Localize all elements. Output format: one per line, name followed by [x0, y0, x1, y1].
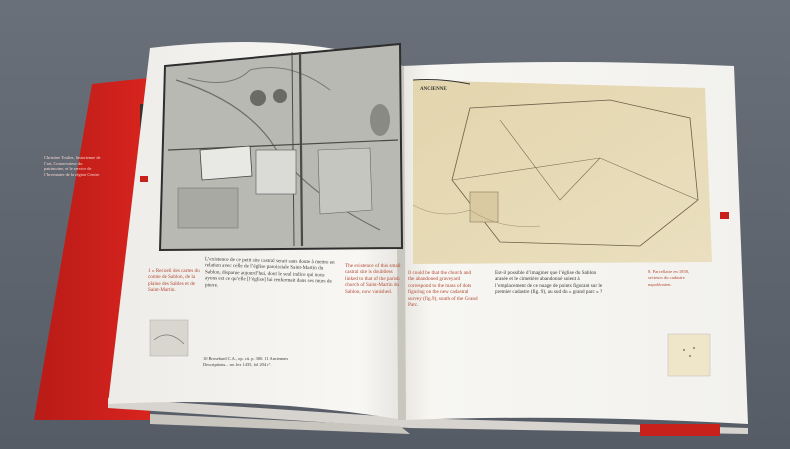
parchment-map-right [413, 80, 712, 264]
map-parcel [178, 188, 238, 228]
left-figure-caption: 1 » Recueil des cartes du comte de Sablon, de la plaine des Sables et de Saint-Martin. [148, 268, 200, 294]
back-cover-red-edge [640, 424, 720, 436]
left-footnote: 10 Brosebard C.A., op. cit. p. 300. 11 Anciennes Descriptions... no.1ex 1435, fol 204 r°. [203, 356, 289, 368]
left-body-translation: The existence of this small castral site is doubtless linked to that of the parish church of Saint-Martin du Sablon, now vanished. [345, 263, 401, 295]
thumbnail-right [668, 334, 710, 376]
cover-text: Christine Toulier, historienne de l’art, Conservateur du patrimoine, et le service de l’Inventaire de la région Centre. [44, 155, 101, 177]
map-building-plan [200, 146, 252, 180]
map-village-block [470, 192, 498, 222]
map-field [318, 148, 372, 214]
page-number-tab-left [140, 176, 148, 182]
map-woods [370, 104, 390, 136]
right-column-english: It could be that the church and the abandoned graveyard correspond to the mass of dots figuring on the new cadastral survey (fig.9), south of the Grand Parc. [408, 270, 478, 309]
thumbnail-dot [683, 349, 685, 351]
map-pond-1 [250, 90, 266, 106]
thumbnail-left [150, 320, 188, 356]
right-figure-caption: 8. Parcellaire en 1850, secteurs du cadastre napoléonien. [648, 269, 690, 287]
right-column-french: Est-il possible d’imaginer que l’église du Sablon arasée et le cimetière abandonné soient à l’emplacement de ce nuage de points figurant sur le premier cadastre (fig. 9), au sud du « grand parc » ? [495, 270, 603, 296]
left-body-text: L’existence de ce petit site castral serait sans doute à mettre en relation avec celle de l’église paroissiale Saint-Martin du Sablon, disparue aujourd’hui, dont le seul indice qui nous ayons est ce qu’elle [l’église] lui renfermait dans ses murs de pierre. [205, 256, 335, 289]
map-garden [256, 150, 296, 194]
thumbnail-dot [693, 347, 695, 349]
page-number-tab-right [720, 212, 729, 219]
right-map-label: ANCIENNE [420, 87, 447, 92]
thumbnail-dot [689, 355, 691, 357]
map-pond-2 [273, 89, 287, 103]
